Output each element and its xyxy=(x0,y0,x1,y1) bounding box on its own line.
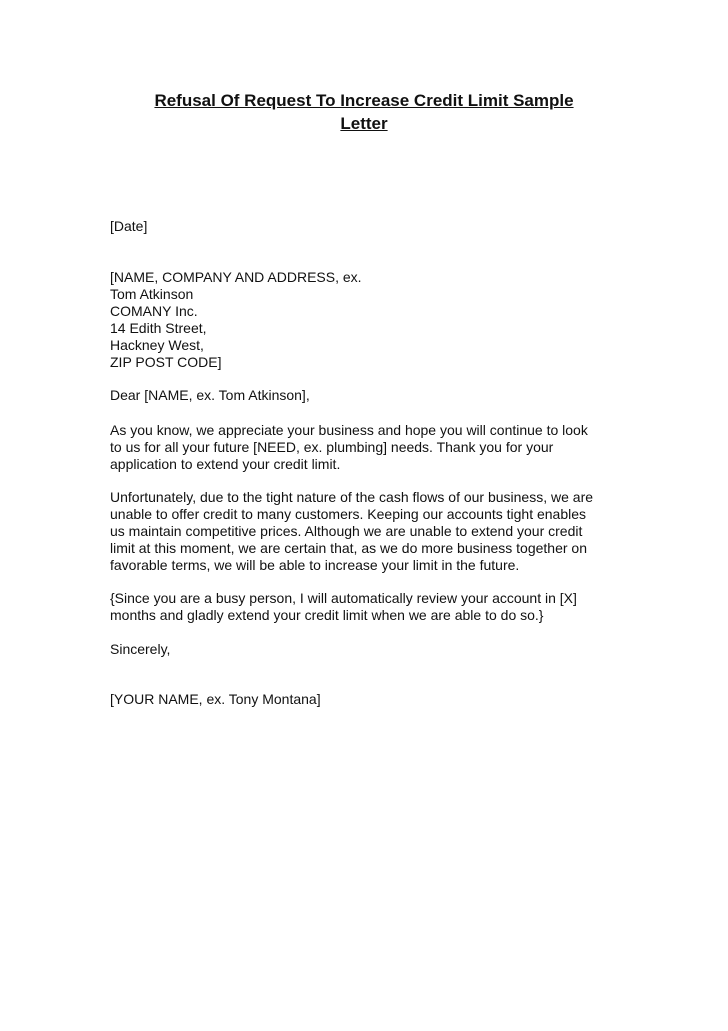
signature-text: [YOUR NAME, ex. Tony Montana] xyxy=(110,691,321,707)
paragraph-line: us maintain competitive prices. Although we are unable to extend your credit xyxy=(110,523,583,539)
paragraph-line: Unfortunately, due to the tight nature of the cash flows of our business, we are xyxy=(110,489,594,505)
paragraph-line: application to extend your credit limit. xyxy=(110,456,341,472)
address-line: Hackney West, xyxy=(110,337,204,353)
paragraph-line: unable to offer credit to many customers. Keeping our accounts tight enables xyxy=(110,506,587,522)
date-line xyxy=(110,218,630,235)
paragraph-review xyxy=(110,590,630,624)
recipient-address xyxy=(110,269,630,371)
paragraph-appreciation xyxy=(110,422,630,473)
paragraph-line: months and gladly extend your credit limit when we are able to do so.} xyxy=(110,607,544,623)
signature xyxy=(110,691,630,708)
paragraph-line: As you know, we appreciate your business and hope you will continue to look xyxy=(110,422,588,438)
address-line: [NAME, COMPANY AND ADDRESS, ex. xyxy=(110,269,362,285)
letter-title xyxy=(110,89,618,135)
address-line: Tom Atkinson xyxy=(110,286,194,302)
address-line: 14 Edith Street, xyxy=(110,320,207,336)
paragraph-line: favorable terms, we will be able to increase your limit in the future. xyxy=(110,557,520,573)
title-line: Letter xyxy=(340,114,388,133)
closing xyxy=(110,641,630,658)
address-line: ZIP POST CODE] xyxy=(110,354,222,370)
paragraph-line: {Since you are a busy person, I will automatically review your account in [X] xyxy=(110,590,577,606)
paragraph-line: to us for all your future [NEED, ex. plumbing] needs. Thank you for your xyxy=(110,439,554,455)
paragraph-refusal xyxy=(110,489,630,574)
salutation xyxy=(110,387,630,404)
date-text: [Date] xyxy=(110,218,148,234)
address-line: COMANY Inc. xyxy=(110,303,198,319)
closing-text: Sincerely, xyxy=(110,641,171,657)
paragraph-line: limit at this moment, we are certain that, as we do more business together on xyxy=(110,540,588,556)
salutation-text: Dear [NAME, ex. Tom Atkinson], xyxy=(110,387,310,403)
title-line: Refusal Of Request To Increase Credit Limit Sample xyxy=(154,91,574,110)
